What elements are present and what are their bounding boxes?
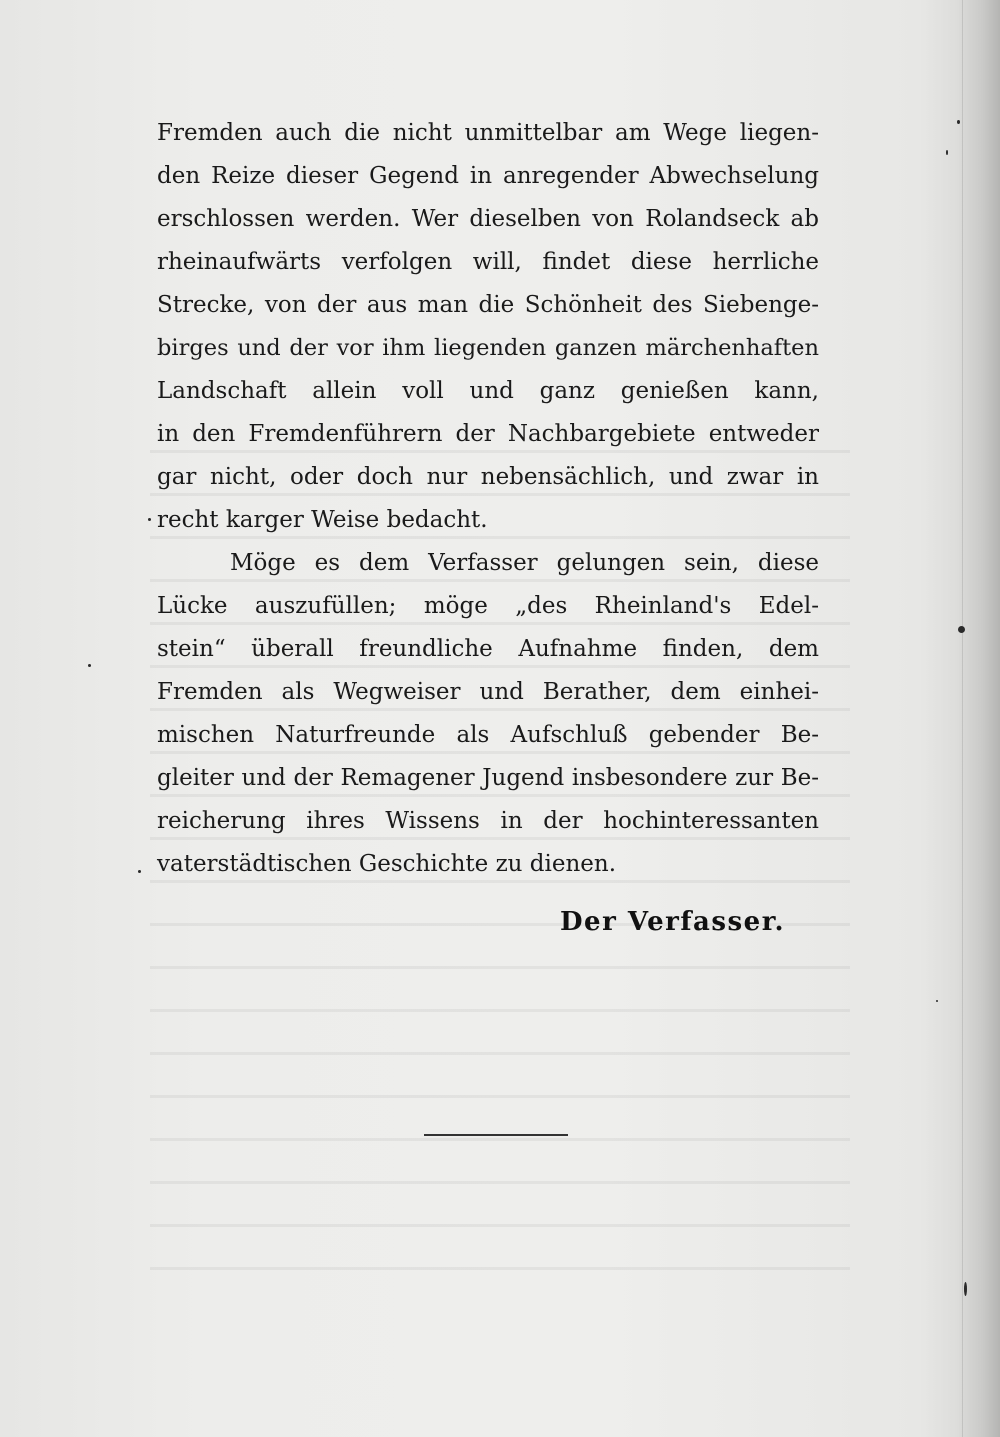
- paper-speck: [958, 626, 965, 633]
- paper-speck: [88, 664, 91, 667]
- text-line: Strecke, von der aus man die Schönheit des Siebenge-: [157, 292, 819, 318]
- page-spine-shadow: [956, 0, 1000, 1437]
- text-line: Fremden als Wegweiser und Berather, dem einhei-: [157, 679, 819, 705]
- paper-speck: [138, 870, 141, 873]
- paper-speck: [964, 1282, 967, 1296]
- text-line: rheinaufwärts verfolgen will, findet diese herrliche: [157, 249, 819, 275]
- body-text: [157, 112, 819, 886]
- paragraph-end-line: recht karger Weise bedacht.: [157, 507, 488, 533]
- paper-speck: [946, 150, 948, 155]
- text-line: Fremden auch die nicht unmittelbar am Wege liegen-: [157, 120, 819, 146]
- author-signature: Der Verfasser.: [560, 907, 786, 937]
- text-line: mischen Naturfreunde als Aufschluß gebender Be-: [157, 722, 819, 748]
- text-line: birges und der vor ihm liegenden ganzen märchenhaften: [157, 335, 819, 361]
- text-line: gleiter und der Remagener Jugend insbesondere zur Be-: [157, 765, 819, 791]
- text-line: stein“ überall freundliche Aufnahme finden, dem: [157, 636, 819, 662]
- text-line: erschlossen werden. Wer dieselben von Rolandseck ab: [157, 206, 819, 232]
- paper-speck: [957, 120, 960, 124]
- text-line: Landschaft allein voll und ganz genießen kann,: [157, 378, 819, 404]
- text-line: reicherung ihres Wissens in der hochinteressanten: [157, 808, 819, 834]
- text-line: gar nicht, oder doch nur nebensächlich, und zwar in: [157, 464, 819, 490]
- closing-rule: [424, 1134, 568, 1136]
- paper-speck: [148, 518, 151, 521]
- paper-speck: [936, 1000, 938, 1002]
- paragraph-end-line: vaterstädtischen Geschichte zu dienen.: [157, 851, 617, 877]
- paragraph-start-line: Möge es dem Verfasser gelungen sein, diese: [230, 550, 819, 576]
- text-line: in den Fremdenführern der Nachbargebiete entweder: [157, 421, 819, 447]
- text-line: den Reize dieser Gegend in anregender Abwechselung: [157, 163, 819, 189]
- text-line: Lücke auszufüllen; möge „des Rheinland's Edel-: [157, 593, 819, 619]
